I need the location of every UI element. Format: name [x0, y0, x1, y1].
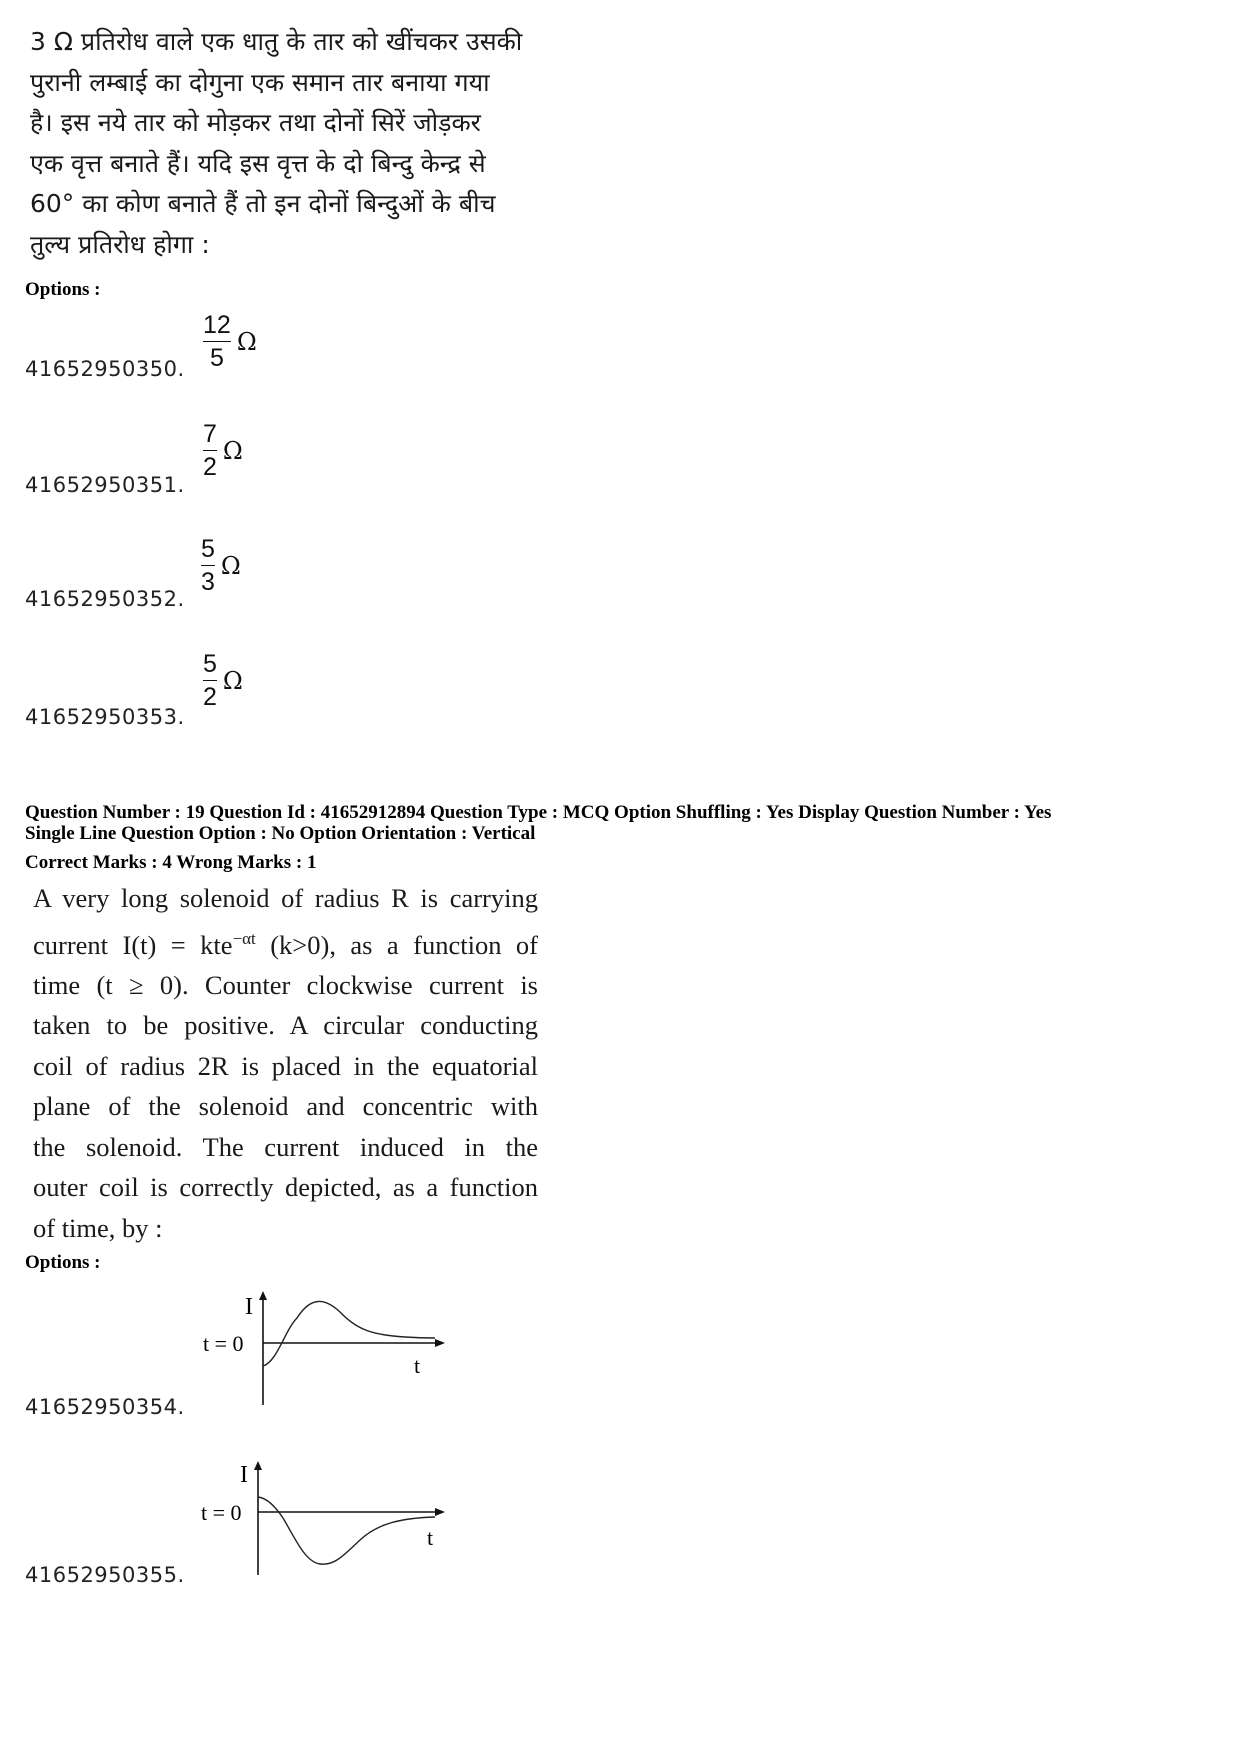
fraction-denominator: 5 [209, 344, 224, 372]
question-meta-line: Single Line Question Option : No Option Orientation : Vertical [25, 823, 536, 844]
fraction-bar [203, 450, 217, 451]
current-curve [258, 1497, 435, 1564]
question-text-line: coil of radius 2R is placed in the equatorial [33, 1050, 538, 1081]
fraction-denominator: 2 [203, 683, 217, 711]
origin-label: t = 0 [201, 1500, 242, 1525]
fraction-denominator: 3 [201, 568, 215, 596]
question-text-line: है। इस नये तार को मोड़कर तथा दोनों सिरें जोड़कर [30, 108, 481, 137]
y-axis-arrow [259, 1291, 267, 1300]
question-text-line: the solenoid. The current induced in the [33, 1131, 538, 1162]
question-meta-line: Question Number : 19 Question Id : 41652912894 Question Type : MCQ Option Shuffling : Yes Display Question Number : Yes [25, 802, 1052, 823]
question-text-line: पुरानी लम्बाई का दोगुना एक समान तार बनाया गया [30, 67, 490, 97]
option-id: 41652950353. [25, 705, 185, 729]
current-time-graph [195, 1460, 455, 1580]
marks-line: Correct Marks : 4 Wrong Marks : 1 [25, 852, 317, 873]
question-text-line: outer coil is correctly depicted, as a function [33, 1172, 538, 1203]
ohm-symbol: Ω [222, 436, 243, 465]
option-fraction [203, 311, 257, 372]
question-text-line: 60° का कोण बनाते हैं तो इन दोनों बिन्दुओं के बीच [30, 189, 496, 218]
x-axis-label: t [414, 1353, 421, 1378]
question-text-line: तुल्य प्रतिरोध होगा : [30, 229, 210, 259]
question-text-line: एक वृत्त बनाते हैं। यदि इस वृत्त के दो बिन्दु केन्द्र से [30, 148, 486, 178]
question-text-line: taken to be positive. A circular conducting [33, 1010, 538, 1041]
options-label: Options : [25, 279, 101, 300]
option-fraction [201, 535, 241, 596]
option-fraction [203, 650, 243, 711]
question-text-line: time (t ≥ 0). Counter clockwise current is [33, 969, 538, 1000]
ohm-symbol: Ω [220, 551, 241, 580]
question-text-line: current I(t) = kte$^{-\alpha t}$ (k>0), as a function of [33, 928, 538, 960]
fraction-numerator: 5 [203, 650, 217, 678]
fraction-numerator: 7 [203, 420, 217, 448]
option-id: 41652950352. [25, 587, 185, 611]
ohm-symbol: Ω [222, 666, 243, 695]
origin-label: t = 0 [203, 1331, 244, 1356]
question-text-line: A very long solenoid of radius R is carrying [33, 883, 538, 913]
question-text-line: of time, by : [33, 1212, 163, 1243]
question-text-line: plane of the solenoid and concentric with [33, 1091, 538, 1122]
fraction-bar [201, 565, 215, 566]
options-label: Options : [25, 1252, 101, 1273]
fraction-numerator: 5 [201, 535, 215, 563]
option-id: 41652950350. [25, 357, 185, 381]
option-id: 41652950351. [25, 473, 185, 497]
x-axis-arrow [435, 1508, 445, 1516]
x-axis-arrow [435, 1339, 445, 1347]
option-fraction [203, 420, 243, 481]
exponent: −αt [232, 928, 256, 948]
y-axis-arrow [254, 1461, 262, 1470]
fraction-bar [203, 341, 231, 342]
fraction-numerator: 12 [203, 311, 231, 339]
question-19-text [33, 878, 553, 1248]
fraction-bar [203, 680, 217, 681]
option-id: 41652950354. [25, 1395, 185, 1419]
ohm-symbol: Ω [236, 327, 257, 356]
question-18-text [30, 22, 550, 265]
current-time-graph [195, 1290, 455, 1410]
question-text-line: 3 Ω प्रतिरोध वाले एक धातु के तार को खींचकर उसकी [30, 27, 523, 56]
x-axis-label: t [427, 1525, 434, 1550]
y-axis-label: I [245, 1294, 253, 1320]
option-id: 41652950355. [25, 1563, 185, 1587]
current-curve [263, 1301, 435, 1366]
fraction-denominator: 2 [203, 453, 217, 481]
y-axis-label: I [240, 1462, 248, 1488]
current-expression: current I(t) = kte [33, 929, 233, 960]
